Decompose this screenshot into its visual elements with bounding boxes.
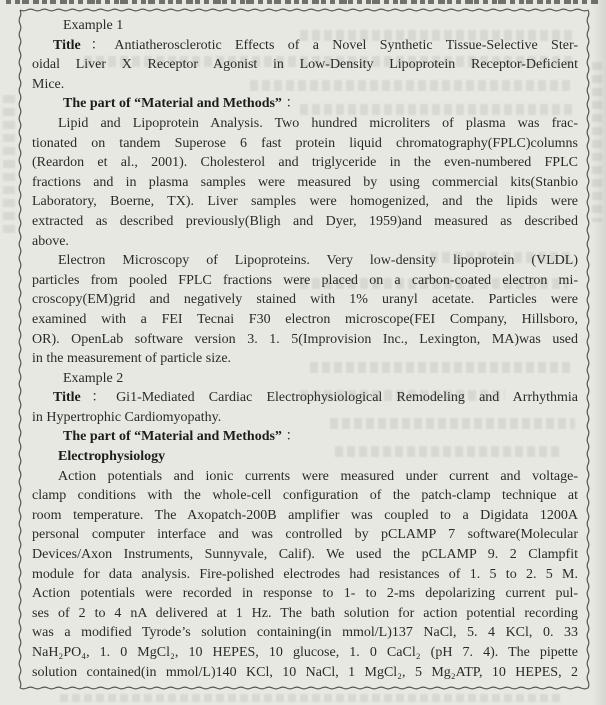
text-line [32,525,578,545]
text-line [32,330,578,350]
bold-text: The part of “Material and Methods” [63,429,282,445]
line-text: tionated on tandem Superose 6 fast protein liquid chromatography(FPLC)columns [32,135,578,151]
line-text: extracted as described previously(Bligh and Dyer, 1959)and measured as described [32,213,578,229]
line-text: Action potentials and ionic currents were measured under current and voltage- [58,468,578,484]
text-line [32,506,578,526]
text-line [32,153,578,173]
text-line [32,290,578,310]
line-text: oidal Liver X Receptor Agonist in Low-Density Lipoprotein Receptor-Deficient [32,57,578,73]
line-text: room temperature. The Axopatch-200B amplifier was coupled to a Digidata 1200A [32,507,578,523]
line-text: (Reardon et al., 2001). Cholesterol and triglyceride in the even-numbered FPLC [32,155,578,171]
text-line [32,16,578,36]
text-line [32,369,578,389]
text-line [32,173,578,193]
bold-text: Title [53,390,81,406]
line-text: particles from pooled FPLC fractions were placed on a carbon-coated electron mi- [32,272,578,288]
bold-text: Electrophysiology [58,449,166,465]
line-text: in the measurement of particle size. [32,351,232,367]
line-text: examined with a FEI Tecnai F30 electron microscope(FEI Company, Hillsboro, [32,311,578,327]
text-line [32,565,578,585]
text-line [32,486,578,506]
document-text [32,16,578,682]
line-text: ： [281,429,300,445]
line-text: ：Antiatherosclerotic Effects of a Novel Synthetic Tissue-Selective Ster- [80,37,578,53]
line-text: Action potentials were recorded in response to 1- to 2-ms depolarizing current pul- [32,586,578,602]
text-line [32,192,578,212]
text-line [32,114,578,134]
line-text: in Hypertrophic Cardiomyopathy. [32,409,222,425]
text-line [32,55,578,75]
line-text: NaH₂PO₄, 1. 0 MgCl₂, 10 HEPES, 10 glucose, 1. 0 CaCl₂ (pH 7. 4). The pipette [32,645,578,660]
text-line [32,134,578,154]
text-line [32,663,578,683]
text-line [32,427,578,447]
line-text: Laboratory, Boerne, TX). Liver samples were homogenized, and the lipids were [32,194,578,210]
text-line [32,94,578,114]
line-text: fractions and in plasma samples were measured by using commercial kits(Stanbio [32,174,578,190]
text-line [32,467,578,487]
line-text: clamp conditions with the whole-cell configuration of the patch-clamp technique at [32,488,578,504]
line-text: solution contained(in mmol/L)140 KCl, 10 NaCl, 1 MgCl₂, 5 Mg₂ATP, 10 HEPES, 2 [32,664,578,680]
text-line [32,36,578,56]
line-text: Example 2 [63,370,124,386]
line-text: OR). OpenLab software version 3. 1. 5(Improvision Inc., Lexington, MA)was used [32,331,578,347]
text-line [32,643,578,663]
text-line [32,75,578,95]
line-text: ： [281,96,300,112]
line-text: Devices/Axon Instruments, Sunnyvale, Calif). We used the pCLAMP 9. 2 Clampfit [32,547,578,563]
text-line [32,604,578,624]
line-text: Example 1 [63,18,124,33]
line-text: module for data analysis. Fire-polished electrodes had resistances of 1. 5 to 2. 5 M. [32,566,578,582]
line-text: ：Gi1-Mediated Cardiac Electrophysiological Remodeling and Arrhythmia [80,390,578,406]
text-line [32,545,578,565]
text-line [32,408,578,428]
bold-text: The part of “Material and Methods” [63,96,282,112]
text-line [32,271,578,291]
line-text: Lipid and Lipoprotein Analysis. Two hundred microliters of plasma was frac- [58,115,578,131]
line-text: personal computer interface and was controlled by pCLAMP 7 software(Molecular [32,527,578,543]
text-line [32,251,578,271]
line-text: above. [32,233,69,249]
text-line [32,349,578,369]
line-text: ses of 2 to 4 nA delivered at 1 Hz. The bath solution for action potential recording [32,605,578,621]
text-line [32,212,578,232]
line-text: croscopy(EM)grid and negatively stained with 1% uranyl acetate. Particles were [32,292,578,308]
line-text: Mice. [32,76,65,92]
text-line [32,388,578,408]
text-line [32,584,578,604]
text-line [32,310,578,330]
text-line [32,232,578,252]
bold-text: Title [53,37,81,53]
line-text: was a modified Tyrode’s solution containing(in mmol/L)137 NaCl, 5. 4 KCl, 0. 33 [32,625,578,641]
text-line [32,447,578,467]
line-text: Electron Microscopy of Lipoproteins. Very low-density lipoprotein (VLDL) [58,253,578,269]
text-line [32,623,578,643]
